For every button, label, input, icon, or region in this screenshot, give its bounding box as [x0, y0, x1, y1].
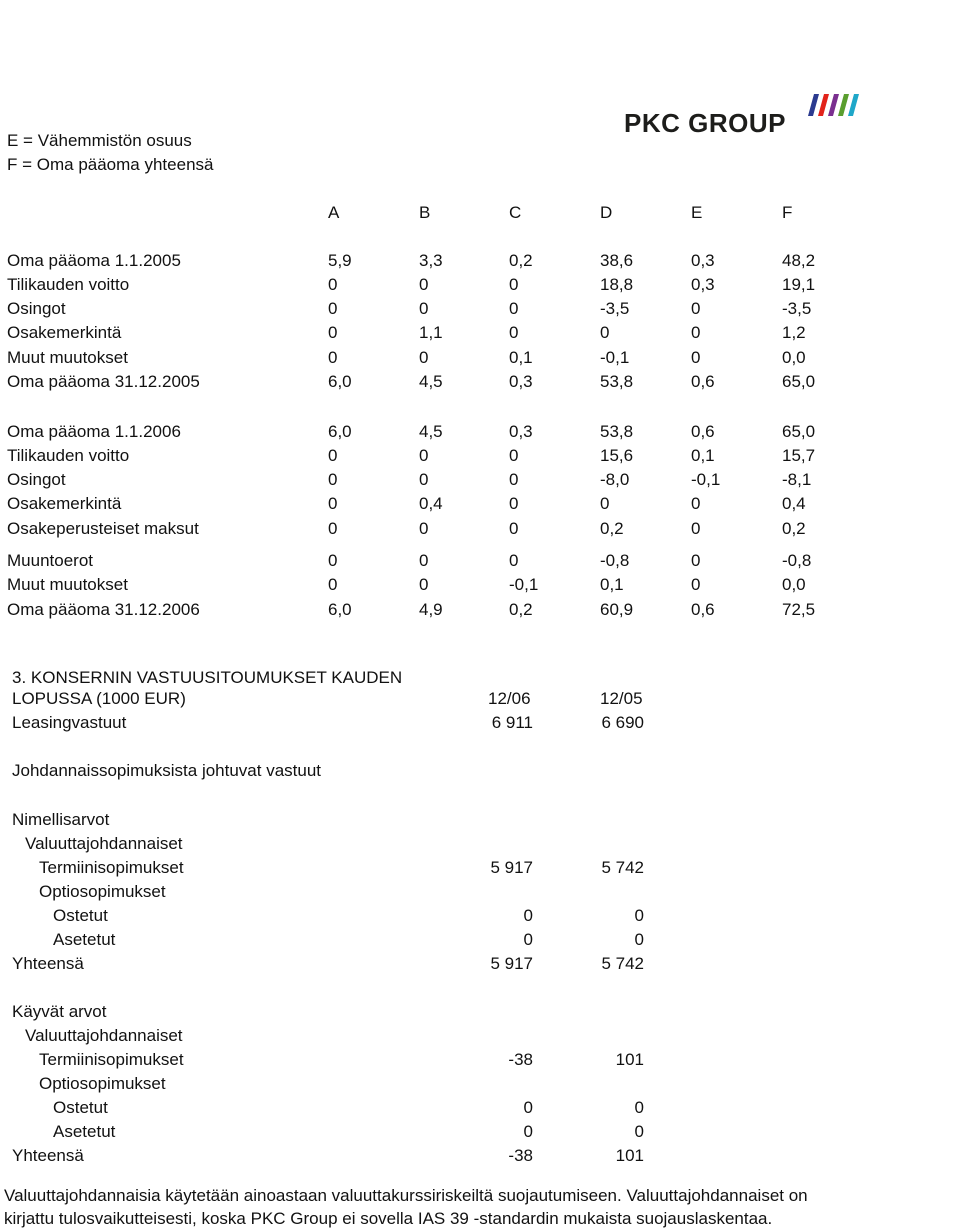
commitments-value: 0 — [523, 1098, 533, 1117]
column-header-a: A — [328, 203, 340, 222]
commitments-row-label: Käyvät arvot — [12, 1002, 107, 1021]
section3-col-1206: 12/06 — [488, 689, 531, 708]
commitments-value: -38 — [508, 1050, 533, 1069]
commitments-value: 5 742 — [601, 858, 644, 877]
commitments-row-label: Asetetut — [53, 930, 116, 949]
equity-cell: 4,5 — [419, 422, 443, 441]
equity-cell: 0 — [328, 348, 338, 367]
equity-cell: 0 — [419, 275, 429, 294]
equity-cell: 0,3 — [509, 422, 533, 441]
commitments-value: 0 — [523, 930, 533, 949]
equity-cell: 0,6 — [691, 600, 715, 619]
equity-cell: 5,9 — [328, 251, 352, 270]
equity-cell: 0 — [509, 470, 519, 489]
equity-cell: -3,5 — [782, 299, 812, 318]
equity-cell: 0,6 — [691, 422, 715, 441]
equity-cell: 0 — [419, 446, 429, 465]
column-header-d: D — [600, 203, 613, 222]
equity-cell: 65,0 — [782, 422, 816, 441]
column-header-b: B — [419, 203, 431, 222]
equity-cell: 4,9 — [419, 600, 443, 619]
equity-cell: 0 — [691, 551, 701, 570]
equity-cell: 0 — [509, 446, 519, 465]
equity-row-label: Osingot — [7, 299, 66, 318]
pkc-group-logo — [624, 94, 864, 138]
equity-cell: 19,1 — [782, 275, 816, 294]
equity-row-label: Muut muutokset — [7, 575, 128, 594]
equity-cell: 0 — [328, 275, 338, 294]
commitments-row-label: Ostetut — [53, 906, 108, 925]
equity-cell: 0 — [600, 323, 610, 342]
equity-cell: 0,2 — [782, 519, 806, 538]
commitments-value: 0 — [634, 1122, 644, 1141]
section3-title-line1: 3. KONSERNIN VASTUUSITOUMUKSET KAUDEN — [12, 668, 403, 687]
logo-stripe — [838, 94, 849, 116]
equity-cell: 0 — [691, 519, 701, 538]
column-header-c: C — [509, 203, 522, 222]
equity-cell: 0 — [419, 348, 429, 367]
commitments-row-label: Asetetut — [53, 1122, 116, 1141]
commitments-value: 0 — [634, 906, 644, 925]
equity-cell: 65,0 — [782, 372, 816, 391]
equity-row-label: Oma pääoma 1.1.2005 — [7, 251, 181, 270]
equity-row-label: Osakemerkintä — [7, 323, 122, 342]
equity-cell: 0 — [509, 275, 519, 294]
equity-cell: -0,1 — [600, 348, 630, 367]
equity-row-label: Osingot — [7, 470, 66, 489]
equity-cell: 0,0 — [782, 575, 806, 594]
commitments-row-label: Termiinisopimukset — [39, 858, 184, 877]
equity-cell: 4,5 — [419, 372, 443, 391]
equity-cell: 0 — [328, 494, 338, 513]
equity-cell: 0 — [419, 551, 429, 570]
equity-cell: 0 — [419, 299, 429, 318]
equity-cell: 1,2 — [782, 323, 806, 342]
equity-cell: 0 — [691, 299, 701, 318]
equity-cell: 0 — [328, 551, 338, 570]
commitments-row-label: Optiosopimukset — [39, 882, 166, 901]
legend-line-e: E = Vähemmistön osuus — [7, 131, 192, 150]
equity-cell: 0,3 — [509, 372, 533, 391]
commitments-value: -38 — [508, 1146, 533, 1165]
equity-cell: 0 — [509, 494, 519, 513]
logo-stripe — [818, 94, 829, 116]
equity-cell: 0,2 — [509, 600, 533, 619]
equity-row-label: Muuntoerot — [7, 551, 93, 570]
equity-cell: 0,6 — [691, 372, 715, 391]
logo-stripes-icon — [808, 94, 860, 116]
equity-cell: 0,3 — [691, 275, 715, 294]
equity-cell: 38,6 — [600, 251, 634, 270]
commitments-row-label: Valuuttajohdannaiset — [25, 1026, 183, 1045]
equity-cell: -0,1 — [691, 470, 721, 489]
equity-cell: 15,6 — [600, 446, 634, 465]
commitments-value: 0 — [523, 1122, 533, 1141]
equity-cell: -0,8 — [782, 551, 812, 570]
commitments-row-label: Leasingvastuut — [12, 713, 127, 732]
equity-row-label: Oma pääoma 31.12.2005 — [7, 372, 200, 391]
equity-row-label: Osakemerkintä — [7, 494, 122, 513]
commitments-row-label: Johdannaissopimuksista johtuvat vastuut — [12, 761, 322, 780]
logo-stripe — [808, 94, 819, 116]
commitments-row-label: Optiosopimukset — [39, 1074, 166, 1093]
commitments-value: 0 — [634, 930, 644, 949]
commitments-row-label: Termiinisopimukset — [39, 1050, 184, 1069]
legend-line-f: F = Oma pääoma yhteensä — [7, 155, 214, 174]
equity-cell: 0 — [419, 519, 429, 538]
commitments-value: 5 742 — [601, 954, 644, 973]
equity-cell: 0,2 — [600, 519, 624, 538]
equity-cell: 0,3 — [691, 251, 715, 270]
commitments-value: 0 — [523, 906, 533, 925]
equity-cell: 0 — [328, 470, 338, 489]
equity-cell: 0 — [328, 323, 338, 342]
equity-cell: 0 — [328, 299, 338, 318]
commitments-row-label: Yhteensä — [12, 954, 84, 973]
commitments-row-label: Nimellisarvot — [12, 810, 110, 829]
column-header-f: F — [782, 203, 793, 222]
footnote-line2: kirjattu tulosvaikutteisesti, koska PKC Group ei sovella IAS 39 -standardin mukaista suojauslaskentaa. — [4, 1209, 773, 1228]
column-header-e: E — [691, 203, 703, 222]
logo-stripe — [848, 94, 859, 116]
equity-cell: 0 — [600, 494, 610, 513]
commitments-value: 101 — [615, 1146, 644, 1165]
section3-col-1205: 12/05 — [600, 689, 643, 708]
commitments-value: 101 — [615, 1050, 644, 1069]
equity-row-label: Osakeperusteiset maksut — [7, 519, 199, 538]
equity-cell: 0 — [691, 348, 701, 367]
equity-cell: 0,1 — [600, 575, 624, 594]
section3-title-line2: LOPUSSA (1000 EUR) — [12, 689, 186, 708]
equity-cell: 15,7 — [782, 446, 816, 465]
equity-cell: 0 — [419, 575, 429, 594]
equity-cell: 53,8 — [600, 372, 634, 391]
equity-cell: 48,2 — [782, 251, 816, 270]
equity-cell: 3,3 — [419, 251, 443, 270]
equity-cell: 0 — [509, 299, 519, 318]
equity-cell: 0 — [509, 323, 519, 342]
equity-cell: 1,1 — [419, 323, 443, 342]
logo-text: PKC GROUP — [624, 108, 786, 138]
equity-row-label: Oma pääoma 31.12.2006 — [7, 600, 200, 619]
equity-cell: 0 — [328, 519, 338, 538]
commitments-value: 6 911 — [491, 713, 533, 732]
commitments-value: 5 917 — [490, 858, 533, 877]
equity-cell: 0 — [419, 470, 429, 489]
equity-cell: 0 — [691, 494, 701, 513]
equity-cell: 18,8 — [600, 275, 634, 294]
equity-cell: 72,5 — [782, 600, 816, 619]
commitments-value: 0 — [634, 1098, 644, 1117]
equity-row-label: Tilikauden voitto — [7, 446, 130, 465]
equity-row-label: Muut muutokset — [7, 348, 128, 367]
equity-cell: 0 — [328, 446, 338, 465]
equity-cell: 0 — [509, 551, 519, 570]
equity-cell: -8,0 — [600, 470, 630, 489]
equity-cell: -3,5 — [600, 299, 630, 318]
equity-cell: 6,0 — [328, 422, 352, 441]
equity-cell: 0,4 — [782, 494, 806, 513]
equity-cell: 0,1 — [509, 348, 533, 367]
logo-stripe — [828, 94, 839, 116]
equity-cell: 6,0 — [328, 600, 352, 619]
equity-row-label: Tilikauden voitto — [7, 275, 130, 294]
commitments-row-label: Valuuttajohdannaiset — [25, 834, 183, 853]
equity-cell: -0,8 — [600, 551, 630, 570]
equity-cell: 0,1 — [691, 446, 715, 465]
equity-cell: 60,9 — [600, 600, 634, 619]
commitments-value: 5 917 — [490, 954, 533, 973]
commitments-row-label: Yhteensä — [12, 1146, 84, 1165]
equity-cell: 0 — [328, 575, 338, 594]
equity-cell: 6,0 — [328, 372, 352, 391]
equity-cell: 0,0 — [782, 348, 806, 367]
equity-cell: 53,8 — [600, 422, 634, 441]
equity-cell: 0,4 — [419, 494, 443, 513]
commitments-value: 6 690 — [601, 713, 644, 732]
commitments-row-label: Ostetut — [53, 1098, 108, 1117]
equity-cell: -0,1 — [509, 575, 539, 594]
equity-cell: 0 — [509, 519, 519, 538]
equity-cell: 0 — [691, 323, 701, 342]
equity-cell: 0,2 — [509, 251, 533, 270]
equity-row-label: Oma pääoma 1.1.2006 — [7, 422, 181, 441]
equity-cell: -8,1 — [782, 470, 812, 489]
footnote-line1: Valuuttajohdannaisia käytetään ainoastaan valuuttakurssiriskeiltä suojautumiseen. Valuuttajohdannaiset on — [4, 1186, 808, 1205]
equity-cell: 0 — [691, 575, 701, 594]
